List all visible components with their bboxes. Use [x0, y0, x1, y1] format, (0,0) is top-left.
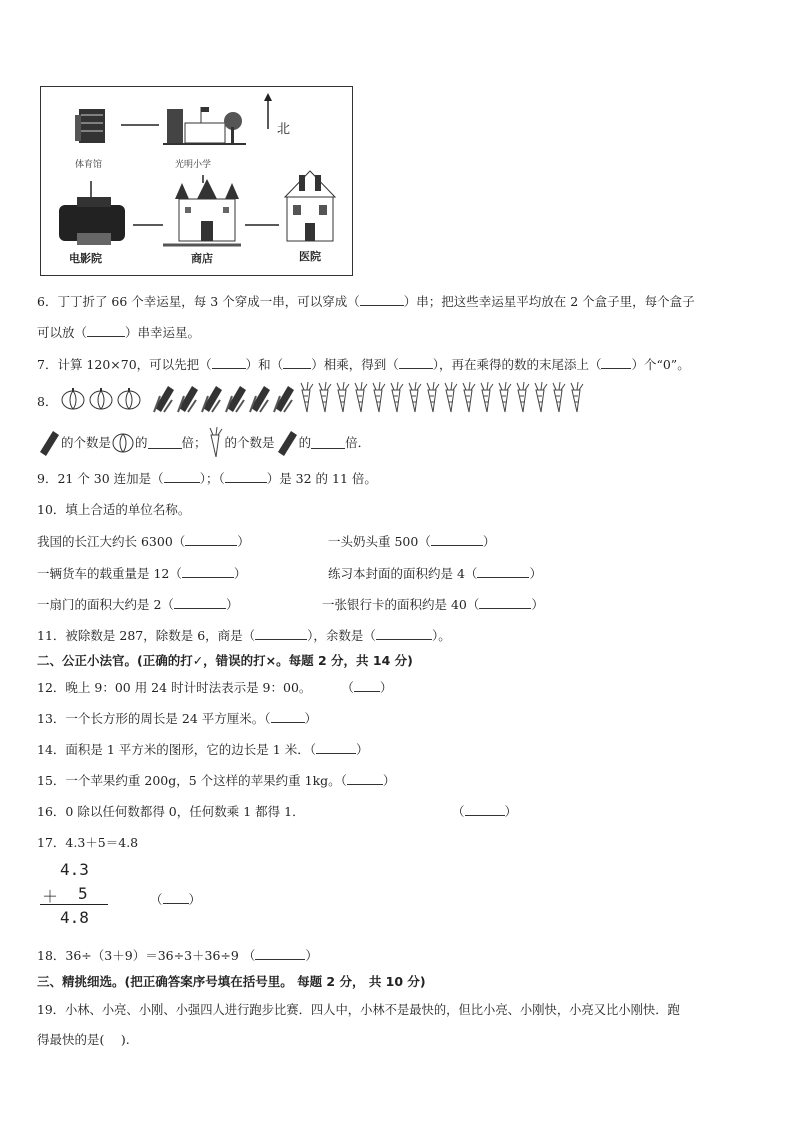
- answer-blank[interactable]: [399, 356, 433, 369]
- question-10-row: 一辆货车的载重量是 12（ ）: [37, 566, 247, 581]
- question-10-row: 一头奶头重 500（ ）: [328, 534, 496, 549]
- calc-result: 4.8: [60, 908, 89, 927]
- answer-blank[interactable]: [431, 533, 483, 546]
- school-icon: [163, 107, 246, 144]
- question-8-number: 8．: [37, 394, 58, 409]
- question-17-answer: （ ）: [150, 892, 202, 907]
- label-cinema: 电影院: [69, 252, 102, 265]
- pumpkin-icon: [111, 429, 135, 455]
- answer-blank[interactable]: [212, 356, 246, 369]
- calc-plus-sign: ＋: [42, 887, 59, 906]
- calc-second-number: 5: [78, 884, 88, 903]
- answer-blank[interactable]: [87, 324, 125, 337]
- calc-top-number: 4.3: [60, 860, 89, 879]
- answer-blank[interactable]: [465, 803, 505, 816]
- answer-blank[interactable]: [164, 470, 200, 483]
- question-19: 19．小林、小亮、小刚、小强四人进行跑步比赛．四人中，小林不是最快的，但比小亮、小刚快，小亮又比小刚快．跑: [37, 1003, 680, 1017]
- answer-blank[interactable]: [347, 772, 383, 785]
- answer-blank[interactable]: [255, 947, 305, 960]
- shop-icon: [163, 179, 241, 245]
- question-19-cont: 得最快的是( ).: [37, 1032, 130, 1047]
- answer-blank[interactable]: [255, 627, 307, 640]
- answer-blank[interactable]: [182, 565, 234, 578]
- question-13: 13．一个长方形的周长是 24 平方厘米。（ ）: [37, 711, 318, 726]
- corn-icon: [275, 428, 299, 456]
- answer-blank[interactable]: [360, 293, 404, 306]
- question-14: 14．面积是 1 平方米的图形，它的边长是 1 米．（ ）: [37, 742, 369, 757]
- question-15: 15．一个苹果约重 200g，5 个这样的苹果约重 1kg。（ ）: [37, 773, 396, 788]
- answer-blank[interactable]: [601, 356, 631, 369]
- carrot-icon: [207, 427, 225, 457]
- answer-blank[interactable]: [148, 436, 182, 449]
- north-label: 北: [277, 122, 291, 137]
- section-3-heading: 三、精挑细选。(把正确答案序号填在括号里。 每题 2 分， 共 10 分): [37, 974, 426, 989]
- answer-blank[interactable]: [376, 627, 432, 640]
- question-10-row: 练习本封面的面积约是 4（ ）: [328, 566, 542, 581]
- question-10-row: 一扇门的面积大约是 2（ ）: [37, 597, 239, 612]
- map-drawing: [41, 87, 352, 275]
- question-12: 12．晚上 9：00 用 24 时计时法表示是 9：00。 （ ）: [37, 680, 393, 695]
- stadium-icon: [75, 109, 105, 143]
- answer-blank[interactable]: [477, 565, 529, 578]
- label-stadium: 体育馆: [75, 160, 103, 170]
- label-shop: 商店: [191, 252, 213, 265]
- question-9: 9．21 个 30 连加是（ ）；（ ）是 32 的 11 倍。: [37, 471, 377, 486]
- question-16: 16．0 除以任何数都得 0，任何数乘 1 都得 1．: [37, 804, 305, 819]
- question-16-answer: （ ）: [452, 804, 518, 819]
- answer-blank[interactable]: [311, 436, 345, 449]
- label-hospital: 医院: [299, 250, 321, 263]
- answer-blank[interactable]: [316, 741, 356, 754]
- question-8-pictures: [60, 380, 600, 416]
- label-school: 光明小学: [175, 160, 212, 170]
- question-10-row: 一张银行卡的面积约是 40（ ）: [322, 597, 544, 612]
- question-6: 6．丁丁折了 66 个幸运星，每 3 个穿成一串，可以穿成（ ）串；把这些幸运星平均放在 2 个盒子里，每个盒子: [37, 294, 695, 309]
- answer-blank[interactable]: [354, 679, 380, 692]
- answer-blank[interactable]: [271, 710, 305, 723]
- calc-line: [40, 904, 108, 905]
- cinema-icon: [59, 197, 125, 245]
- question-11: 11．被除数是 287，除数是 6，商是（ ），余数是（ ）。: [37, 628, 451, 643]
- answer-blank[interactable]: [479, 596, 531, 609]
- vertical-calculation: [40, 860, 120, 932]
- section-2-heading: 二、公正小法官。(正确的打✓，错误的打×。每题 2 分，共 14 分): [37, 653, 413, 668]
- question-7: 7．计算 120×70，可以先把（ ）和（ ）相乘，得到（ ），再在乘得的数的末尾添上（ ）个“0”。: [37, 357, 690, 372]
- answer-blank[interactable]: [225, 470, 267, 483]
- question-10-row: 我国的长江大约长 6300（ ）: [37, 534, 250, 549]
- answer-blank[interactable]: [185, 533, 237, 546]
- answer-blank[interactable]: [174, 596, 226, 609]
- answer-blank[interactable]: [163, 891, 189, 904]
- question-8-text: 的个数是 的 倍； 的个数是 的 倍．: [37, 427, 370, 457]
- corn-icon: [37, 428, 61, 456]
- north-arrow-icon: [264, 93, 272, 129]
- answer-blank[interactable]: [283, 356, 311, 369]
- question-18: 18．36÷（3＋9）＝36÷3＋36÷9 （ ）: [37, 948, 318, 963]
- direction-map: [40, 86, 353, 276]
- question-6-cont: 可以放（ ）串幸运星。: [37, 325, 201, 340]
- question-10-title: 10．填上合适的单位名称。: [37, 502, 191, 517]
- hospital-icon: [285, 171, 335, 241]
- question-17: 17．4.3＋5＝4.8: [37, 835, 139, 850]
